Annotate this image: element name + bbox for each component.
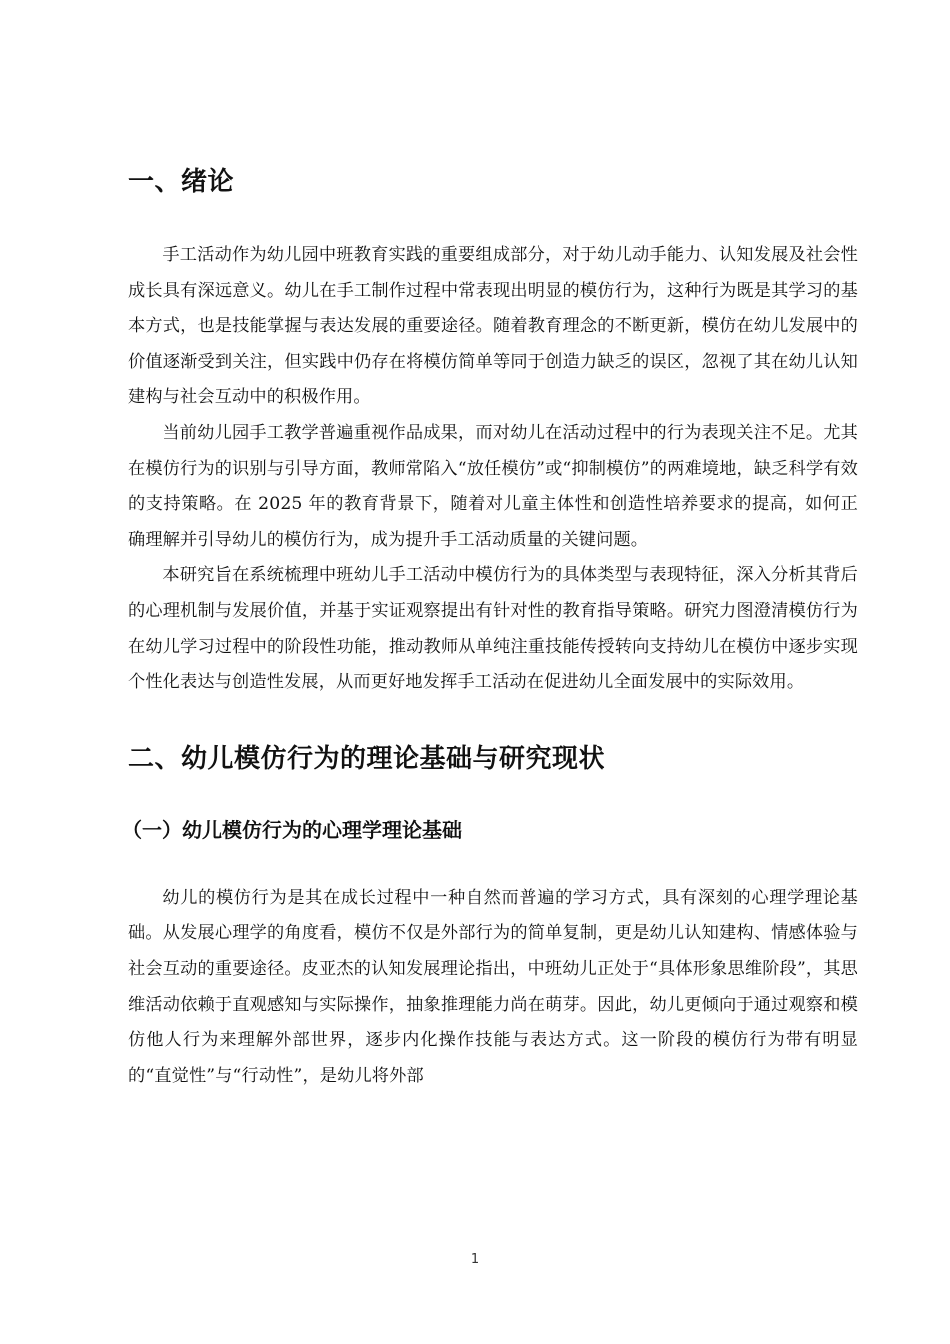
paragraph: 手工活动作为幼儿园中班教育实践的重要组成部分，对于幼儿动手能力、认知发展及社会性成长具有深远意义。幼儿在手工制作过程中常表现出明显的模仿行为，这种行为既是其学习的基本方式，也是技能掌握与表达发展的重要途径。随着教育理念的不断更新，模仿在幼儿发展中的价值逐渐受到关注，但实践中仍存在将模仿简单等同于创造力缺乏的误区，忽视了其在幼儿认知建构与社会互动中的积极作用。 — [128, 245, 858, 408]
page-content — [122, 164, 858, 1094]
subsection-heading: （一）幼儿模仿行为的心理学理论基础 — [122, 817, 462, 842]
paragraph: 当前幼儿园手工教学普遍重视作品成果，而对幼儿在活动过程中的行为表现关注不足。尤其在模仿行为的识别与引导方面，教师常陷入“放任模仿”或“抑制模仿”的两难境地，缺乏科学有效的支持策略。在 2025 年的教育背景下，随着对儿童主体性和创造性培养要求的提高，如何正确理解并引导幼儿的模仿行为，成为提升手工活动质量的关键问题。 — [128, 422, 858, 550]
section-heading-theory: 二、幼儿模仿行为的理论基础与研究现状 — [128, 743, 606, 774]
page-number: 1 — [470, 1252, 480, 1267]
section-heading-introduction: 一、绪论 — [128, 167, 235, 197]
paragraph: 本研究旨在系统梳理中班幼儿手工活动中模仿行为的具体类型与表现特征，深入分析其背后的心理机制与发展价值，并基于实证观察提出有针对性的教育指导策略。研究力图澄清模仿行为在幼儿学习过程中的阶段性功能，推动教师从单纯注重技能传授转向支持幼儿在模仿中逐步实现个性化表达与创造性发展，从而更好地发挥手工活动在促进幼儿全面发展中的实际效用。 — [128, 565, 858, 693]
paragraph: 幼儿的模仿行为是其在成长过程中一种自然而普遍的学习方式，具有深刻的心理学理论基础。从发展心理学的角度看，模仿不仅是外部行为的简单复制，更是幼儿认知建构、情感体验与社会互动的重要途径。皮亚杰的认知发展理论指出，中班幼儿正处于“具体形象思维阶段”，其思维活动依赖于直观感知与实际操作，抽象推理能力尚在萌芽。因此，幼儿更倾向于通过观察和模仿他人行为来理解外部世界，逐步内化操作技能与表达方式。这一阶段的模仿行为带有明显的“直觉性”与“行动性”，是幼儿将外部 — [128, 887, 858, 1086]
